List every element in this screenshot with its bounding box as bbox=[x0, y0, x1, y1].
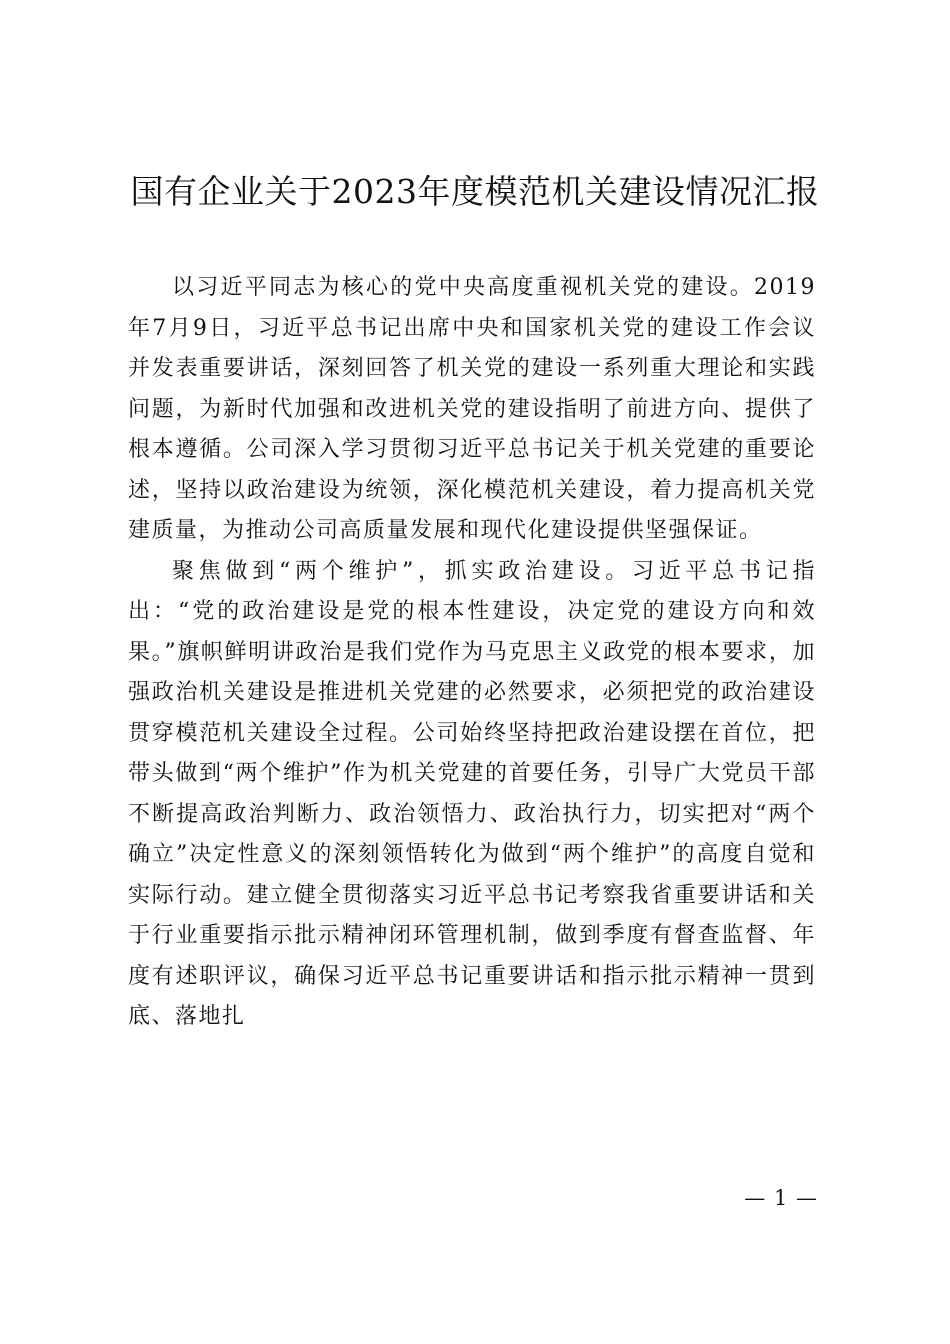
document-body bbox=[128, 268, 816, 1038]
paragraph-intro: 以习近平同志为核心的党中央高度重视机关党的建设。2019年7月9日，习近平总书记出席中央和国家机关党的建设工作会议并发表重要讲话，深刻回答了机关党的建设一系列重大理论和实践问题，为新时代加强和改进机关党的建设指明了前进方向、提供了根本遵循。公司深入学习贯彻习近平总书记关于机关党建的重要论述，坚持以政治建设为统领，深化模范机关建设，着力提高机关党建质量，为推动公司高质量发展和现代化建设提供坚强保证。 bbox=[128, 275, 816, 543]
paragraph-political-building: 聚焦做到“两个维护”，抓实政治建设。习近平总书记指出：“党的政治建设是党的根本性建设，决定党的建设方向和效果。”旗帜鲜明讲政治是我们党作为马克思主义政党的根本要求，加强政治机关建设是推进机关党建的必然要求，必须把党的政治建设贯穿模范机关建设全过程。公司始终坚持把政治建设摆在首位，把带头做到“两个维护”作为机关党建的首要任务，引导广大党员干部不断提高政治判断力、政治领悟力、政治执行力，切实把对“两个确立”决定性意义的深刻领悟转化为做到“两个维护”的高度自觉和实际行动。建立健全贯彻落实习近平总书记考察我省重要讲话和关于行业重要指示批示精神闭环管理机制，做到季度有督查监督、年度有述职评议，确保习近平总书记重要讲话和指示批示精神一贯到底、落地扎 bbox=[128, 558, 816, 1029]
page-number: — 1 — bbox=[744, 1186, 818, 1210]
document-title: 国有企业关于2023年度模范机关建设情况汇报 bbox=[130, 172, 820, 211]
